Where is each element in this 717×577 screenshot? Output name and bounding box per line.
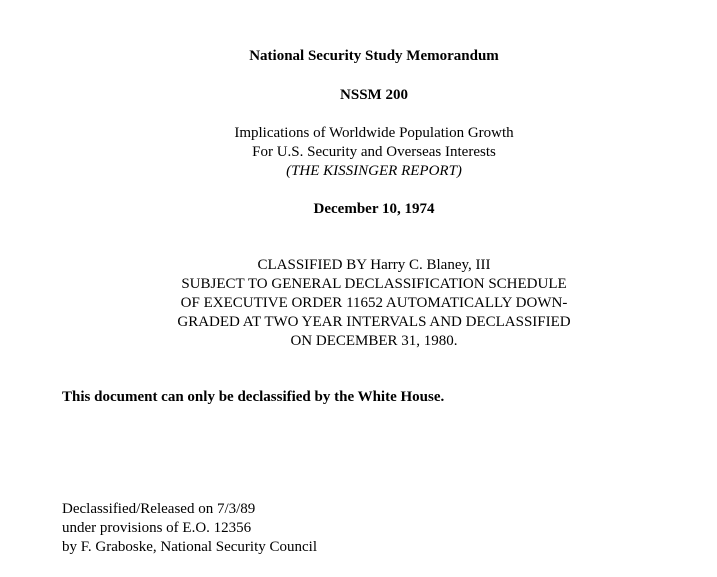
memorandum-date-text: December 10, 1974: [313, 201, 435, 217]
subtitle-line-report-name: (THE KISSINGER REPORT): [286, 163, 462, 179]
classification-line: OF EXECUTIVE ORDER 11652 AUTOMATICALLY DOWN-: [180, 295, 568, 311]
classification-line: ON DECEMBER 31, 1980.: [290, 333, 458, 349]
release-line: under provisions of E.O. 12356: [62, 520, 252, 536]
classification-line: CLASSIFIED BY Harry C. Blaney, III: [257, 257, 491, 273]
memorandum-date: [0, 200, 717, 219]
memorandum-title-text: National Security Study Memorandum: [249, 48, 499, 64]
subtitle-line: Implications of Worldwide Population Growth: [234, 125, 514, 141]
release-block: [62, 500, 317, 557]
release-line: Declassified/Released on 7/3/89: [62, 501, 256, 517]
release-line: by F. Graboske, National Security Council: [62, 539, 318, 555]
classification-line: GRADED AT TWO YEAR INTERVALS AND DECLASSIFIED: [177, 314, 571, 330]
memorandum-subtitle: [0, 124, 717, 181]
subtitle-line: For U.S. Security and Overseas Interests: [252, 144, 496, 160]
memorandum-number-text: NSSM 200: [340, 87, 408, 103]
classification-block: [0, 256, 717, 351]
memorandum-title: [0, 47, 717, 66]
memorandum-number: [0, 86, 717, 105]
declassification-notice: This document can only be declassified by the White House.: [62, 389, 445, 405]
classification-line: SUBJECT TO GENERAL DECLASSIFICATION SCHEDULE: [181, 276, 567, 292]
